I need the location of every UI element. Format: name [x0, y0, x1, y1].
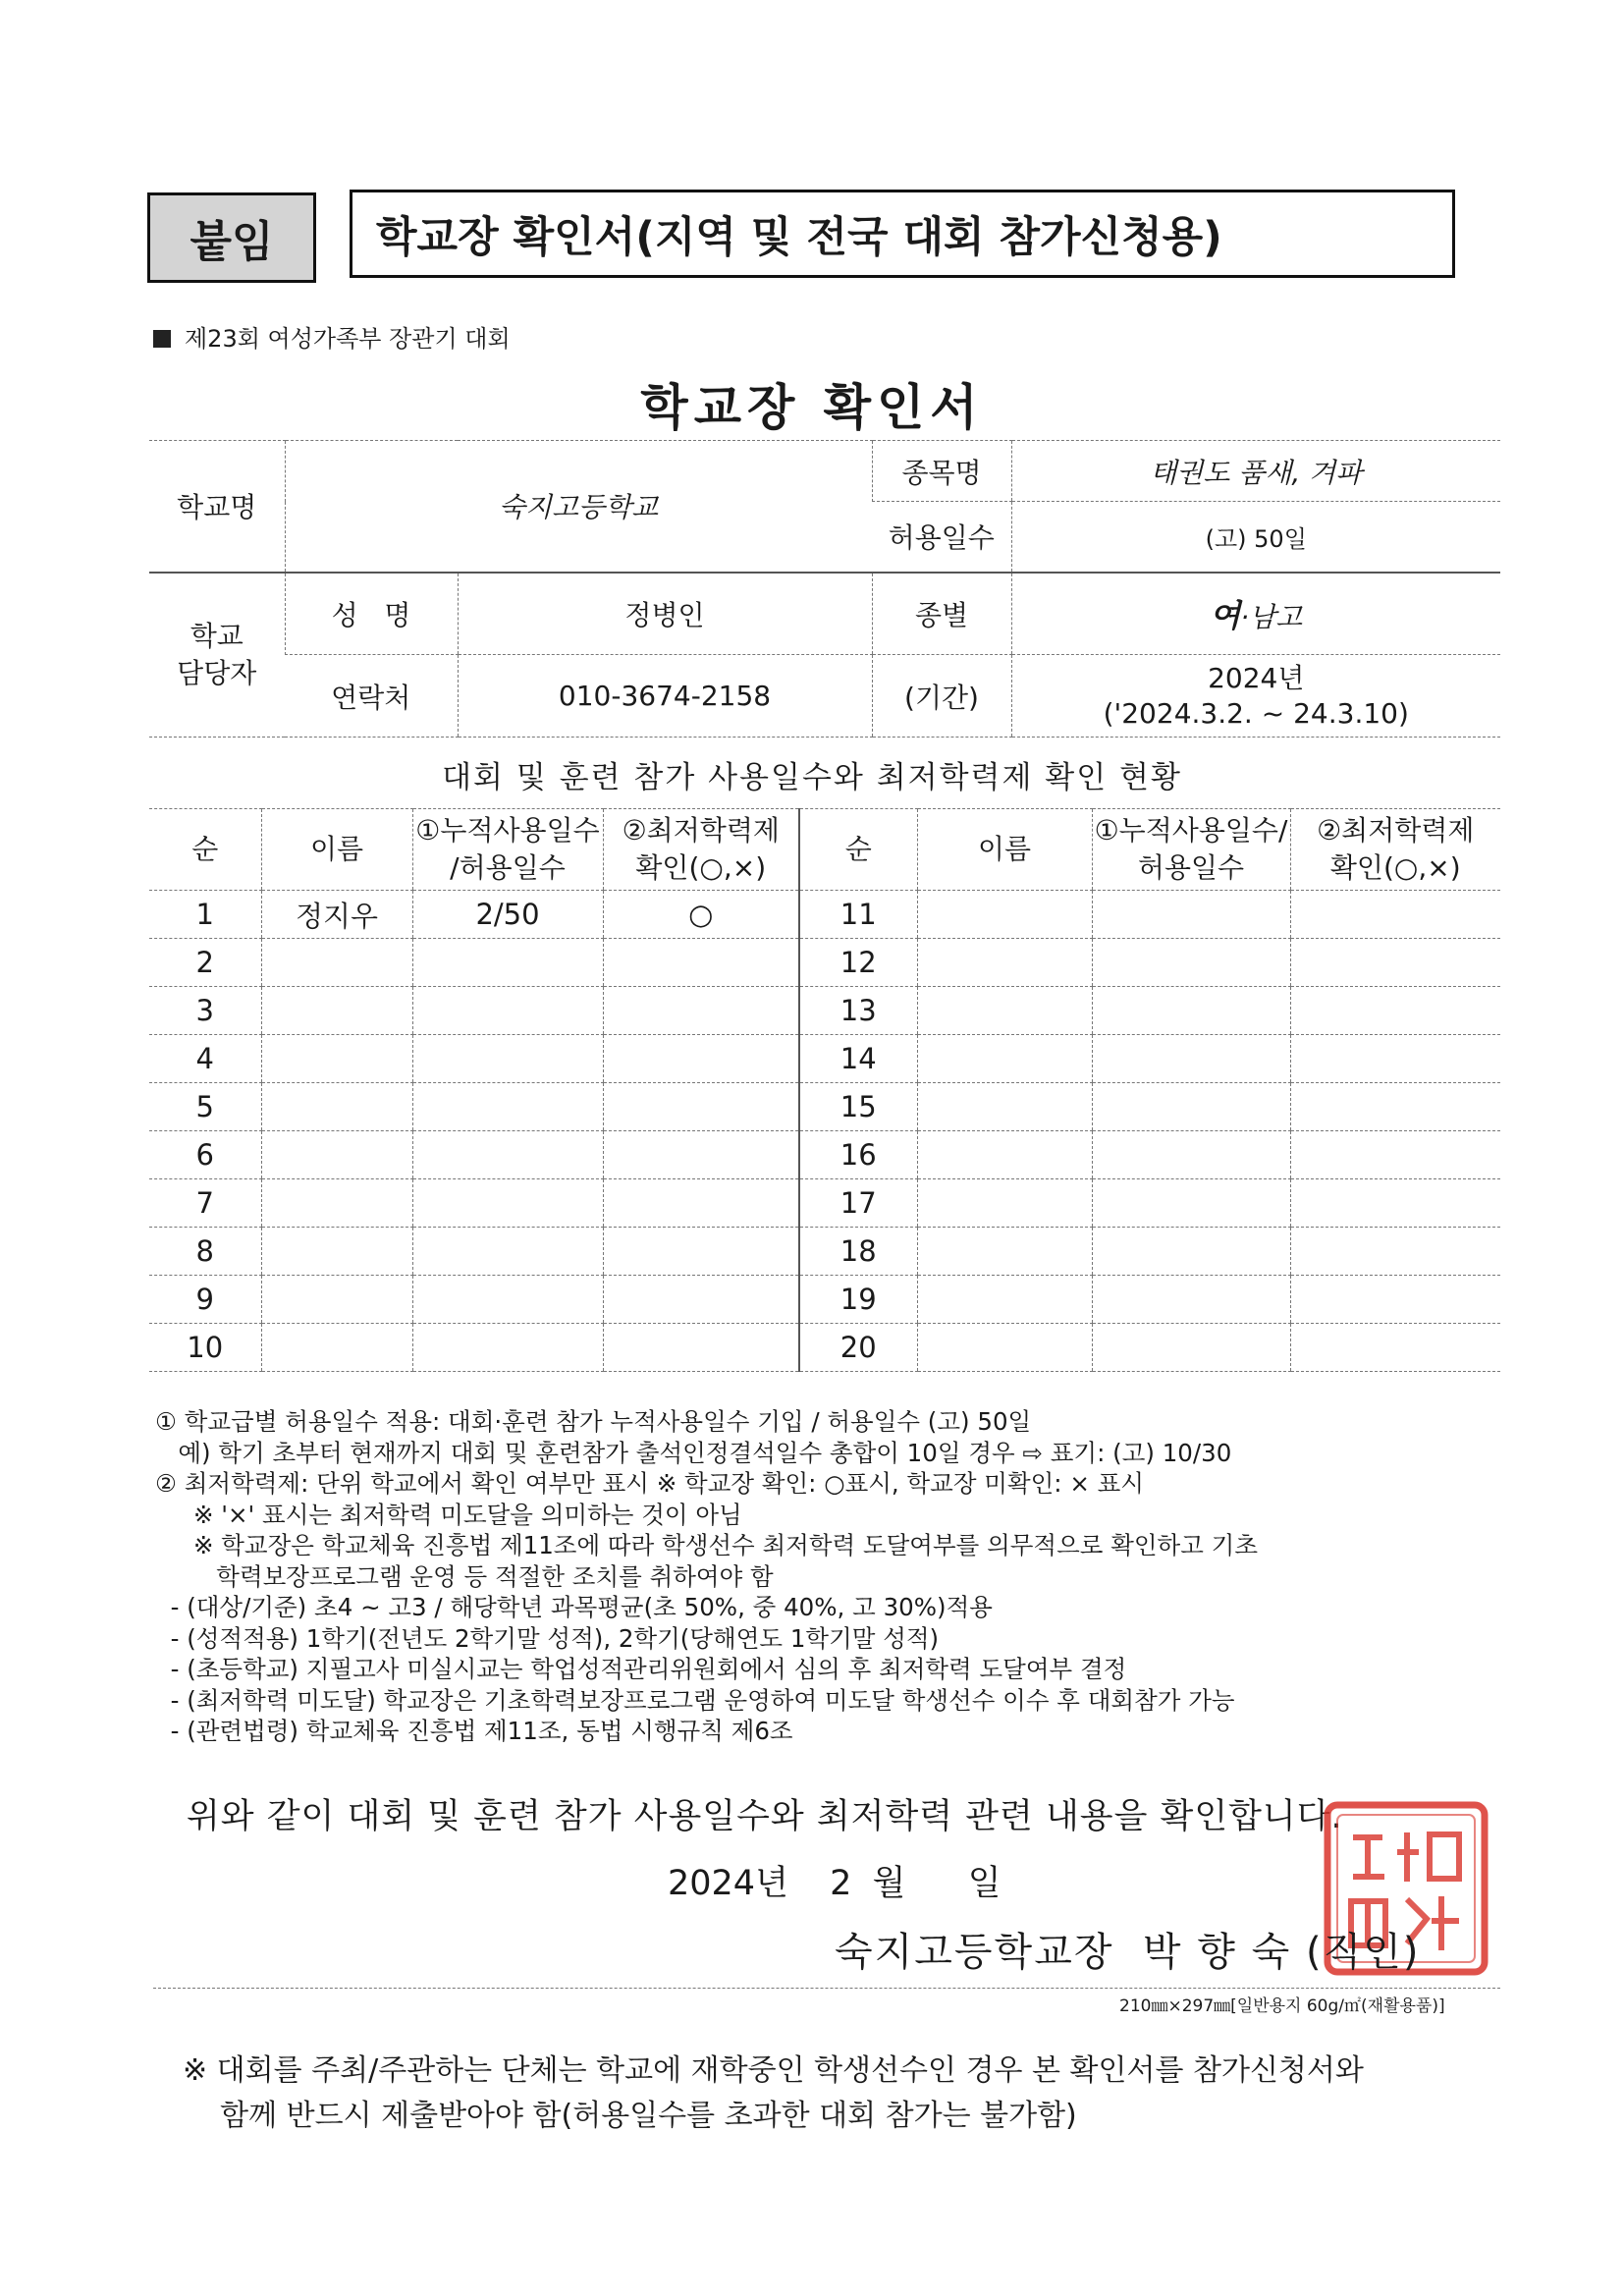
period-label: (기간) [872, 655, 1011, 738]
row-name-right [917, 1324, 1092, 1372]
row-name [261, 1228, 412, 1276]
header-title: 학교장 확인서(지역 및 전국 대회 참가신청용) [350, 190, 1455, 278]
row-name [261, 1035, 412, 1083]
table-row [149, 1083, 1500, 1131]
row-no-right: 14 [799, 1035, 917, 1083]
table-row [149, 891, 1500, 939]
row-name [261, 1324, 412, 1372]
row-no-right: 13 [799, 987, 917, 1035]
row-name-right [917, 1179, 1092, 1228]
gender-value [1011, 573, 1500, 655]
name-label: 성 명 [285, 573, 458, 655]
row-name: 정지우 [261, 891, 412, 939]
period-year: 2024년 [1208, 661, 1305, 694]
row-name [261, 1179, 412, 1228]
row-days [412, 1276, 603, 1324]
row-name [261, 1083, 412, 1131]
row-days-right [1092, 1228, 1290, 1276]
row-name-right [917, 1276, 1092, 1324]
row-name-right [917, 1131, 1092, 1179]
date-line: 2024년 2 월 일 [668, 1864, 1001, 1903]
table-row [149, 939, 1500, 987]
period-range: ('2024.3.2. ~ 24.3.10) [1103, 696, 1409, 730]
row-name-right [917, 891, 1092, 939]
row-days-right [1092, 1035, 1290, 1083]
row-no: 3 [149, 987, 261, 1035]
row-days: 2/50 [412, 891, 603, 939]
row-no: 4 [149, 1035, 261, 1083]
name-value: 정병인 [458, 573, 872, 655]
row-days-right [1092, 939, 1290, 987]
row-days-right [1092, 1131, 1290, 1179]
contact-value: 010-3674-2158 [458, 655, 872, 738]
sport-value: 태권도 품새, 겨파 [1011, 441, 1500, 502]
manager-label: 학교 담당자 [149, 573, 285, 738]
row-no: 9 [149, 1276, 261, 1324]
attachment-tag: 붙임 [147, 192, 316, 283]
roster-body [149, 891, 1500, 1372]
paper-spec: 210㎜×297㎜[일반용지 60g/㎡(재활용품)] [1119, 1996, 1445, 2016]
document-title: 학교장 확인서 [640, 379, 984, 436]
note-line: 학력보장프로그램 운영 등 적절한 조치를 취하여야 함 [155, 1561, 774, 1591]
sport-label: 종목명 [872, 441, 1011, 502]
note-line: ※ 학교장은 학교체육 진흥법 제11조에 따라 학생선수 최저학력 도달여부를 의무적으로 확인하고 기초 [155, 1531, 1258, 1559]
row-no: 1 [149, 891, 261, 939]
table-row [149, 1035, 1500, 1083]
square-bullet-icon [153, 330, 171, 348]
status-title: 대회 및 훈련 참가 사용일수와 최저학력제 확인 현황 [442, 760, 1182, 795]
footer-line: ※ 대회를 주최/주관하는 단체는 학교에 재학중인 학생선수인 경우 본 확인서를 참가신청서와 [183, 2053, 1364, 2088]
row-name [261, 939, 412, 987]
row-name-right [917, 1083, 1092, 1131]
gender-marked: 여 [1210, 596, 1241, 634]
row-days [412, 1035, 603, 1083]
row-name-right [917, 939, 1092, 987]
row-check [603, 1228, 799, 1276]
row-days-right [1092, 987, 1290, 1035]
row-days-right [1092, 1324, 1290, 1372]
header-days: ①누적사용일수 /허용일수 [412, 809, 603, 891]
event-name: 제23회 여성가족부 장관기 대회 [185, 325, 511, 353]
row-no-right: 16 [799, 1131, 917, 1179]
row-no-right: 18 [799, 1228, 917, 1276]
row-no: 5 [149, 1083, 261, 1131]
header-check-right: ②최저학력제 확인(○,×) [1290, 809, 1500, 891]
row-days-right [1092, 1179, 1290, 1228]
header-name-right: 이름 [917, 809, 1092, 891]
gender-label: 종별 [872, 573, 1011, 655]
header-days-right: ①누적사용일수/ 허용일수 [1092, 809, 1290, 891]
note-line: ① 학교급별 허용일수 적용: 대회·훈련 참가 누적사용일수 기입 / 허용일수 (고) 50일 [155, 1407, 1032, 1436]
row-days [412, 1228, 603, 1276]
row-check-right [1290, 1035, 1500, 1083]
row-name-right [917, 1035, 1092, 1083]
header-no-right: 순 [799, 809, 917, 891]
note-line: ② 최저학력제: 단위 학교에서 확인 여부만 표시 ※ 학교장 확인: ○표시, 학교장 미확인: × 표시 [155, 1469, 1144, 1498]
table-row [149, 1276, 1500, 1324]
row-no-right: 11 [799, 891, 917, 939]
row-check [603, 987, 799, 1035]
allowed-days-label: 허용일수 [872, 502, 1011, 573]
row-no-right: 15 [799, 1083, 917, 1131]
confirm-statement: 위와 같이 대회 및 훈련 참가 사용일수와 최저학력 관련 내용을 확인합니다. [187, 1797, 1343, 1836]
note-line: - (초등학교) 지필고사 미실시교는 학업성적관리위원회에서 심의 후 최저학력 도달여부 결정 [155, 1655, 1127, 1683]
notes [155, 1406, 1510, 1747]
row-check [603, 1324, 799, 1372]
row-no-right: 20 [799, 1324, 917, 1372]
row-days-right [1092, 1276, 1290, 1324]
table-row [149, 1228, 1500, 1276]
row-name [261, 1131, 412, 1179]
principal-signature: 숙지고등학교장 박 향 숙 (직인) [835, 1930, 1421, 1975]
row-days [412, 1179, 603, 1228]
row-check [603, 939, 799, 987]
note-line: - (관련법령) 학교체육 진흥법 제11조, 동법 시행규칙 제6조 [155, 1717, 793, 1745]
row-name-right [917, 1228, 1092, 1276]
row-check-right [1290, 987, 1500, 1035]
row-check [603, 1131, 799, 1179]
contact-label: 연락처 [285, 655, 458, 738]
row-days [412, 1083, 603, 1131]
row-name [261, 1276, 412, 1324]
row-no-right: 12 [799, 939, 917, 987]
row-name [261, 987, 412, 1035]
roster-table [149, 808, 1500, 1372]
row-check-right [1290, 1324, 1500, 1372]
footer-note [183, 2049, 1364, 2139]
row-check [603, 1276, 799, 1324]
row-check [603, 1179, 799, 1228]
row-check-right [1290, 891, 1500, 939]
row-no-right: 19 [799, 1276, 917, 1324]
row-no: 8 [149, 1228, 261, 1276]
row-no: 7 [149, 1179, 261, 1228]
event-line [153, 319, 511, 354]
header-name: 이름 [261, 809, 412, 891]
row-check-right [1290, 1131, 1500, 1179]
school-value: 숙지고등학교 [285, 441, 872, 573]
row-no-right: 17 [799, 1179, 917, 1228]
row-check [603, 1035, 799, 1083]
row-name-right [917, 987, 1092, 1035]
table-row [149, 1324, 1500, 1372]
period-value [1011, 655, 1500, 738]
note-line: - (대상/기준) 초4 ~ 고3 / 해당학년 과목평균(초 50%, 중 40%, 고 30%)적용 [155, 1593, 993, 1621]
divider [153, 1988, 1500, 1989]
row-no: 6 [149, 1131, 261, 1179]
school-label: 학교명 [149, 441, 285, 573]
row-check: ○ [603, 891, 799, 939]
row-check-right [1290, 1179, 1500, 1228]
row-days [412, 987, 603, 1035]
header-check: ②최저학력제 확인(○,×) [603, 809, 799, 891]
allowed-days-value: (고) 50일 [1011, 502, 1500, 573]
note-line: 예) 학기 초부터 현재까지 대회 및 훈련참가 출석인정결석일수 총합이 10일 경우 ⇨ 표기: (고) 10/30 [155, 1438, 1232, 1467]
gender-rest: ·남고 [1240, 600, 1303, 633]
table-row [149, 1131, 1500, 1179]
info-table [149, 440, 1500, 738]
header-no: 순 [149, 809, 261, 891]
row-days [412, 1324, 603, 1372]
row-no: 10 [149, 1324, 261, 1372]
row-check-right [1290, 939, 1500, 987]
row-days-right [1092, 891, 1290, 939]
row-days-right [1092, 1083, 1290, 1131]
footer-line: 함께 반드시 제출받아야 함(허용일수를 초과한 대회 참가는 불가함) [183, 2099, 1077, 2133]
row-days [412, 939, 603, 987]
row-check-right [1290, 1276, 1500, 1324]
row-check-right [1290, 1228, 1500, 1276]
table-row [149, 987, 1500, 1035]
note-line: - (성적적용) 1학기(전년도 2학기말 성적), 2학기(당해연도 1학기말 성적) [155, 1623, 940, 1653]
row-check-right [1290, 1083, 1500, 1131]
table-row [149, 1179, 1500, 1228]
row-days [412, 1131, 603, 1179]
row-no: 2 [149, 939, 261, 987]
row-check [603, 1083, 799, 1131]
note-line: - (최저학력 미도달) 학교장은 기초학력보장프로그램 운영하여 미도달 학생선수 이수 후 대회참가 가능 [155, 1685, 1235, 1715]
note-line: ※ '×' 표시는 최저학력 미도달을 의미하는 것이 아님 [155, 1500, 742, 1529]
